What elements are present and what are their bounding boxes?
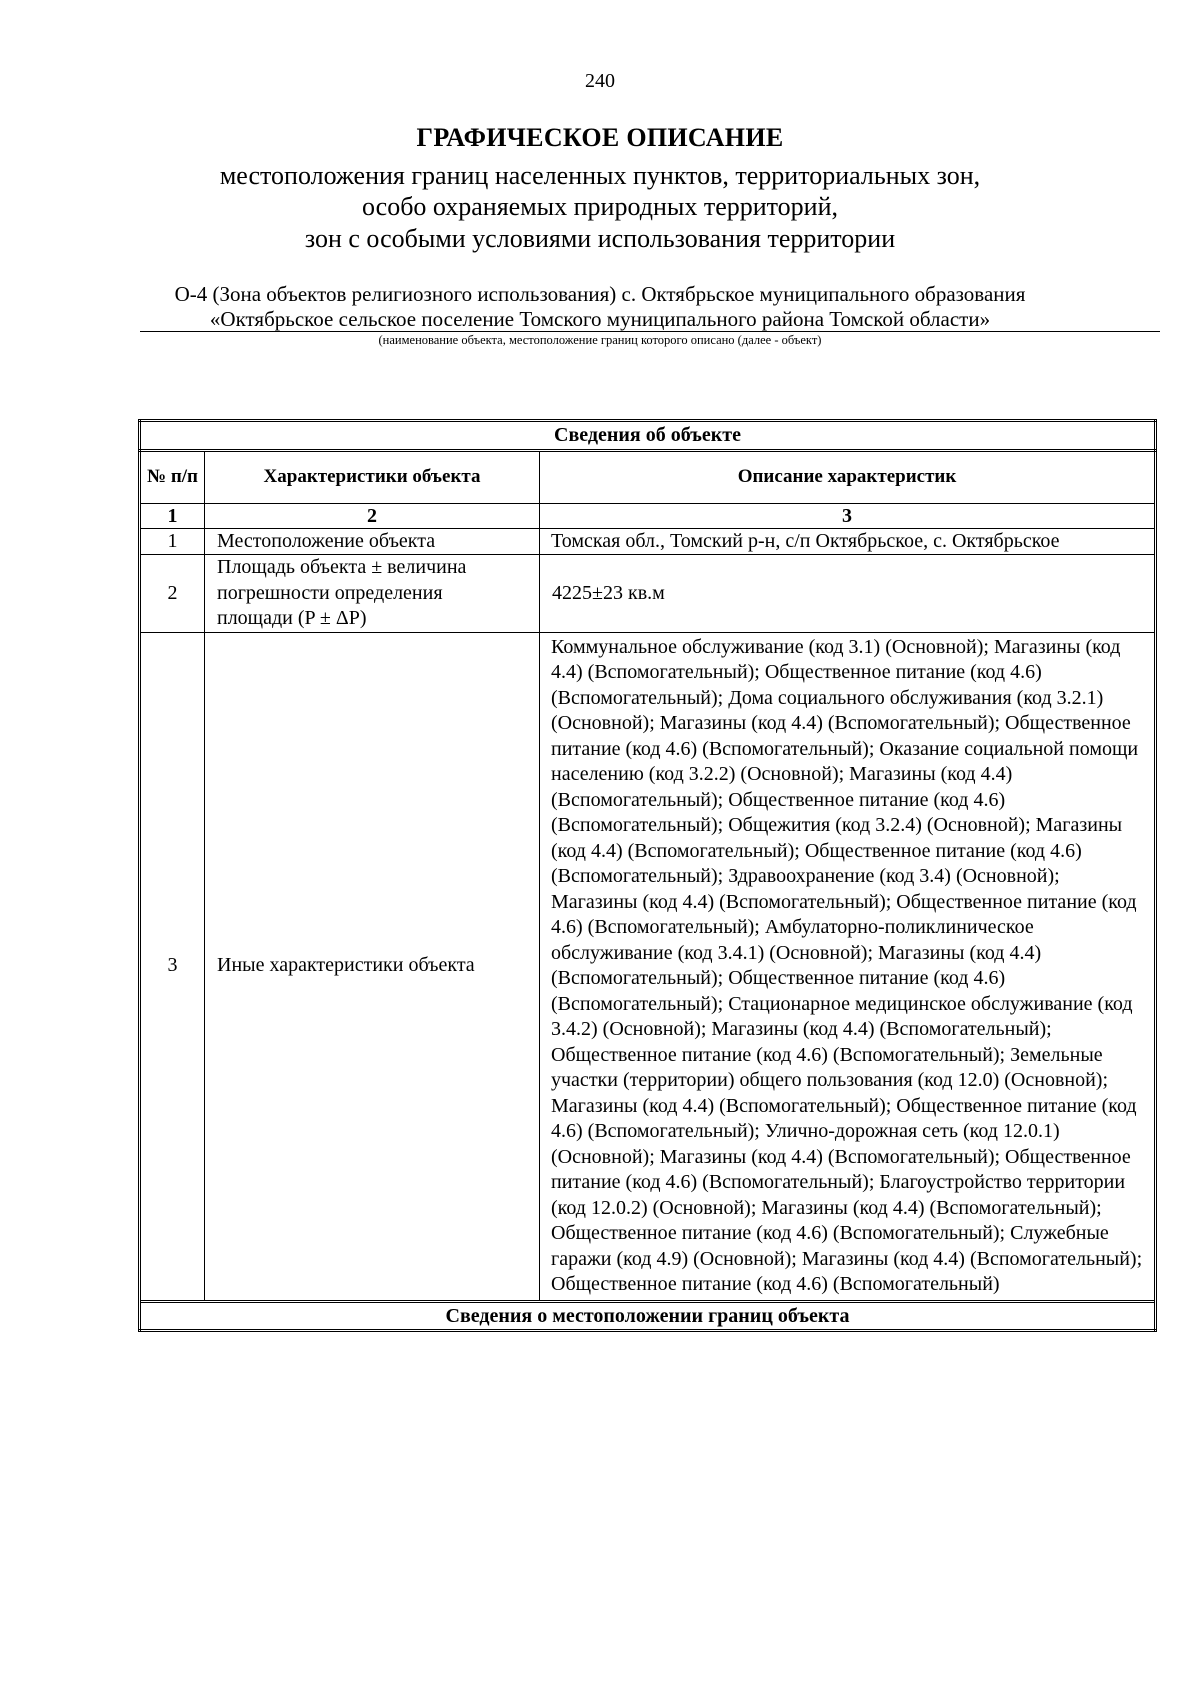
- section-title-row: [140, 421, 1156, 451]
- row-description: 4225±23 кв.м: [540, 555, 1156, 633]
- object-info-table: [138, 419, 1154, 1332]
- row-characteristic: Площадь объекта ± величина погрешности определения площади (P ± ΔP): [205, 555, 540, 633]
- footer-title-row: [140, 1301, 1156, 1331]
- column-number-row: [140, 503, 1156, 528]
- object-caption: (наименование объекта, местоположение границ которого описано (далее - объект): [378, 333, 822, 347]
- row-description: Коммунальное обслуживание (код 3.1) (Основной); Магазины (код 4.4) (Вспомогательный); Общественное питание (код 4.6) (Вспомогательный); Дома социального обслуживания (код 3.2.1) (Основной); Магазины (код 4.4) (Вспомогательный); Общественное питание (код 4.6) (Вспомогательный); Оказание социальной помощи населению (код 3.2.2) (Основной); Магазины (код 4.4) (Вспомогательный); Общественное питание (код 4.6) (Вспомогательный); Общежития (код 3.2.4) (Основной); Магазины (код 4.4) (Вспомогательный); Общественное питание (код 4.6) (Вспомогательный); Здравоохранение (код 3.4) (Основной); Магазины (код 4.4) (Вспомогательный); Общественное питание (код 4.6) (Вспомогательный); Амбулаторно-поликлиническое обслуживание (код 3.4.1) (Основной); Магазины (код 4.4) (Вспомогательный); Общественное питание (код 4.6) (Вспомогательный); Стационарное медицинское обслуживание (код 3.4.2) (Основной); Магазины (код 4.4) (Вспомогательный); Общественное питание (код 4.6) (Вспомогательный); Земельные участки (территории) общего пользования (код 12.0) (Основной); Магазины (код 4.4) (Вспомогательный); Общественное питание (код 4.6) (Вспомогательный); Улично-дорожная сеть (код 12.0.1) (Основной); Магазины (код 4.4) (Вспомогательный); Общественное питание (код 4.6) (Вспомогательный); Благоустройство территории (код 12.0.2) (Основной); Магазины (код 4.4) (Вспомогательный); Общественное питание (код 4.6) (Вспомогательный); Служебные гаражи (код 4.9) (Основной); Магазины (код 4.4) (Вспомогательный); Общественное питание (код 4.6) (Вспомогательный): [540, 632, 1156, 1301]
- section-title: Сведения об объекте: [140, 421, 1156, 451]
- row-characteristic: Иные характеристики объекта: [205, 632, 540, 1301]
- column-number-3: 3: [540, 503, 1156, 528]
- page-number: 240: [585, 70, 615, 92]
- column-number-2: 2: [205, 503, 540, 528]
- row-number: 2: [140, 555, 205, 633]
- column-number-1: 1: [140, 503, 205, 528]
- row-number: 3: [140, 632, 205, 1301]
- object-name-line-2: «Октябрьское сельское поселение Томского муниципального района Томской области»: [209, 307, 991, 331]
- document-title: ГРАФИЧЕСКОЕ ОПИСАНИЕ: [416, 123, 784, 152]
- subtitle-line-1: местоположения границ населенных пунктов, территориальных зон,: [219, 161, 981, 190]
- table-row: [140, 555, 1156, 633]
- header-characteristic: Характеристики объекта: [205, 450, 540, 503]
- header-description: Описание характеристик: [540, 450, 1156, 503]
- object-name-line-1: О-4 (Зона объектов религиозного использования) с. Октябрьское муниципального образования: [174, 282, 1026, 306]
- object-name-underline: [140, 331, 1160, 332]
- footer-title: Сведения о местоположении границ объекта: [140, 1301, 1156, 1331]
- subtitle-line-2: особо охраняемых природных территорий,: [362, 192, 838, 221]
- header-num: № п/п: [140, 450, 205, 503]
- row-number: 1: [140, 528, 205, 555]
- subtitle-line-3: зон с особыми условиями использования территории: [304, 224, 896, 253]
- table-row: [140, 632, 1156, 1301]
- table-row: [140, 528, 1156, 555]
- row-characteristic: Местоположение объекта: [205, 528, 540, 555]
- header-row: [140, 450, 1156, 503]
- row-description: Томская обл., Томский р-н, с/п Октябрьское, с. Октябрьское: [540, 528, 1156, 555]
